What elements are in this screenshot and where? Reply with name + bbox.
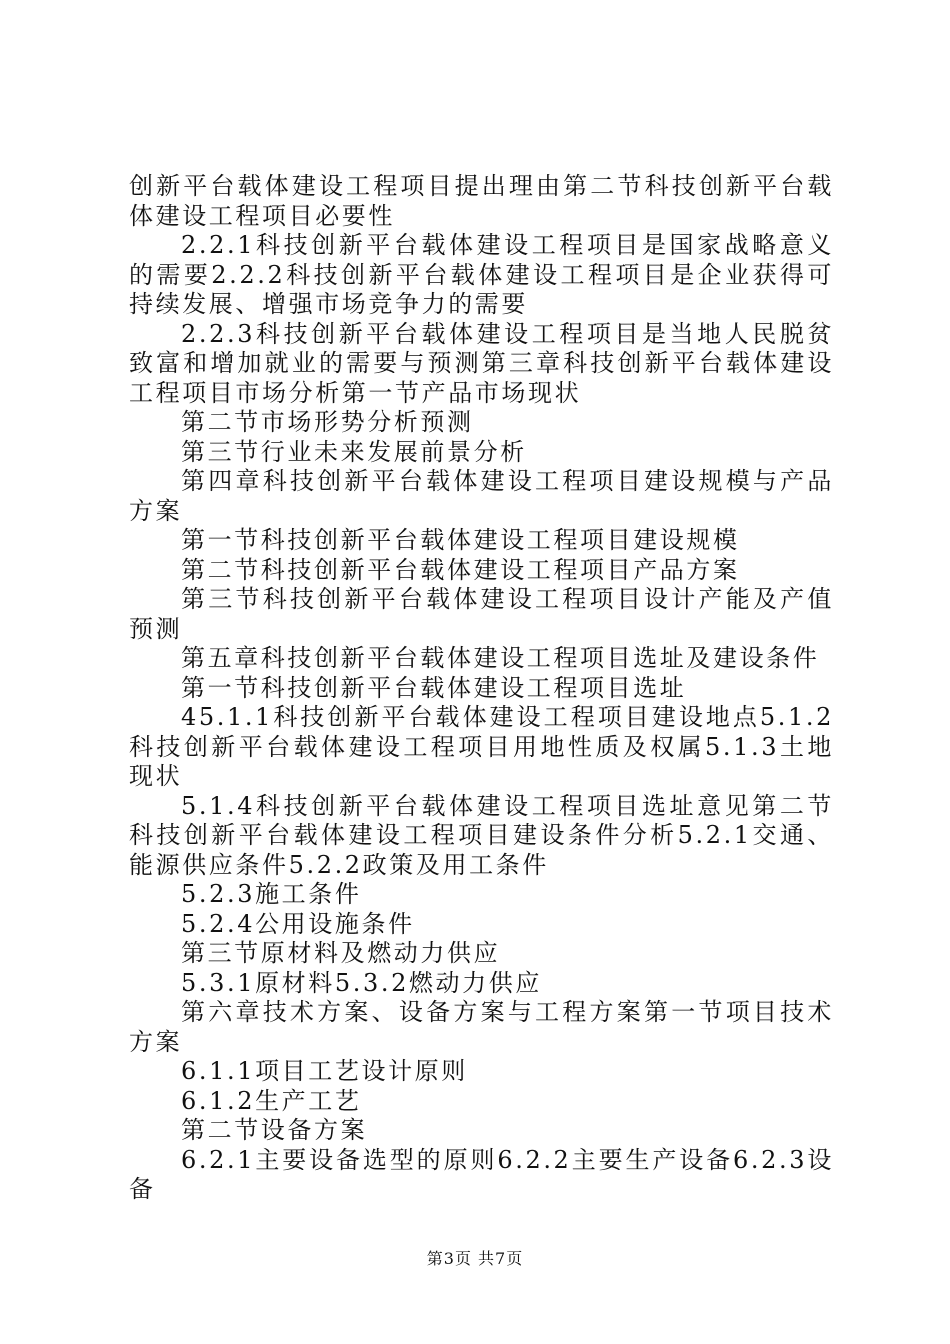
paragraph-19: 6.1.1项目工艺设计原则 [181,1057,468,1085]
paragraph-13: 5.1.4科技创新平台载体建设工程项目选址意见第二节科技创新平台载体建设工程项目建设条件分析5.2.1交通、能源供应条件5.2.2政策及用工条件 [129,791,834,879]
paragraph-16: 第三节原材料及燃动力供应 [181,939,501,967]
paragraph-11: 第一节科技创新平台载体建设工程项目选址 [181,673,687,702]
paragraph-21: 第二节设备方案 [181,1116,368,1144]
paragraph-12: 45.1.1科技创新平台载体建设工程项目建设地点5.1.2科技创新平台载体建设工程项目用地性质及权属5.1.3土地现状 [129,703,834,790]
paragraph-6: 第四章科技创新平台载体建设工程项目建设规模与产品方案 [129,467,834,525]
paragraph-20: 6.1.2生产工艺 [181,1086,362,1115]
paragraph-22: 6.2.1主要设备选型的原则6.2.2主要生产设备6.2.3设备 [129,1145,834,1203]
paragraph-7: 第一节科技创新平台载体建设工程项目建设规模 [181,526,740,554]
paragraph-1: 创新平台载体建设工程项目提出理由第二节科技创新平台载体建设工程项目必要性 [129,172,834,230]
paragraph-4: 第二节市场形势分析预测 [181,408,474,436]
paragraph-14: 5.2.3施工条件 [181,880,362,908]
paragraph-9: 第三节科技创新平台载体建设工程项目设计产能及产值预测 [129,585,834,643]
paragraph-10: 第五章科技创新平台载体建设工程项目选址及建设条件 [181,644,820,672]
paragraph-2: 2.2.1科技创新平台载体建设工程项目是国家战略意义的需要2.2.2科技创新平台载体建设工程项目是企业获得可持续发展、增强市场竞争力的需要 [129,231,834,318]
page-number-footer: 第3页 共7页 [426,1249,524,1268]
paragraph-18: 第六章技术方案、设备方案与工程方案第一节项目技术方案 [129,998,834,1056]
paragraph-17: 5.3.1原材料5.3.2燃动力供应 [181,968,542,997]
paragraph-3: 2.2.3科技创新平台载体建设工程项目是当地人民脱贫致富和增加就业的需要与预测第三章科技创新平台载体建设工程项目市场分析第一节产品市场现状 [129,319,834,407]
paragraph-8: 第二节科技创新平台载体建设工程项目产品方案 [181,555,740,584]
document-body [129,172,834,1205]
paragraph-15: 5.2.4公用设施条件 [181,909,415,938]
paragraph-5: 第三节行业未来发展前景分析 [181,437,527,466]
